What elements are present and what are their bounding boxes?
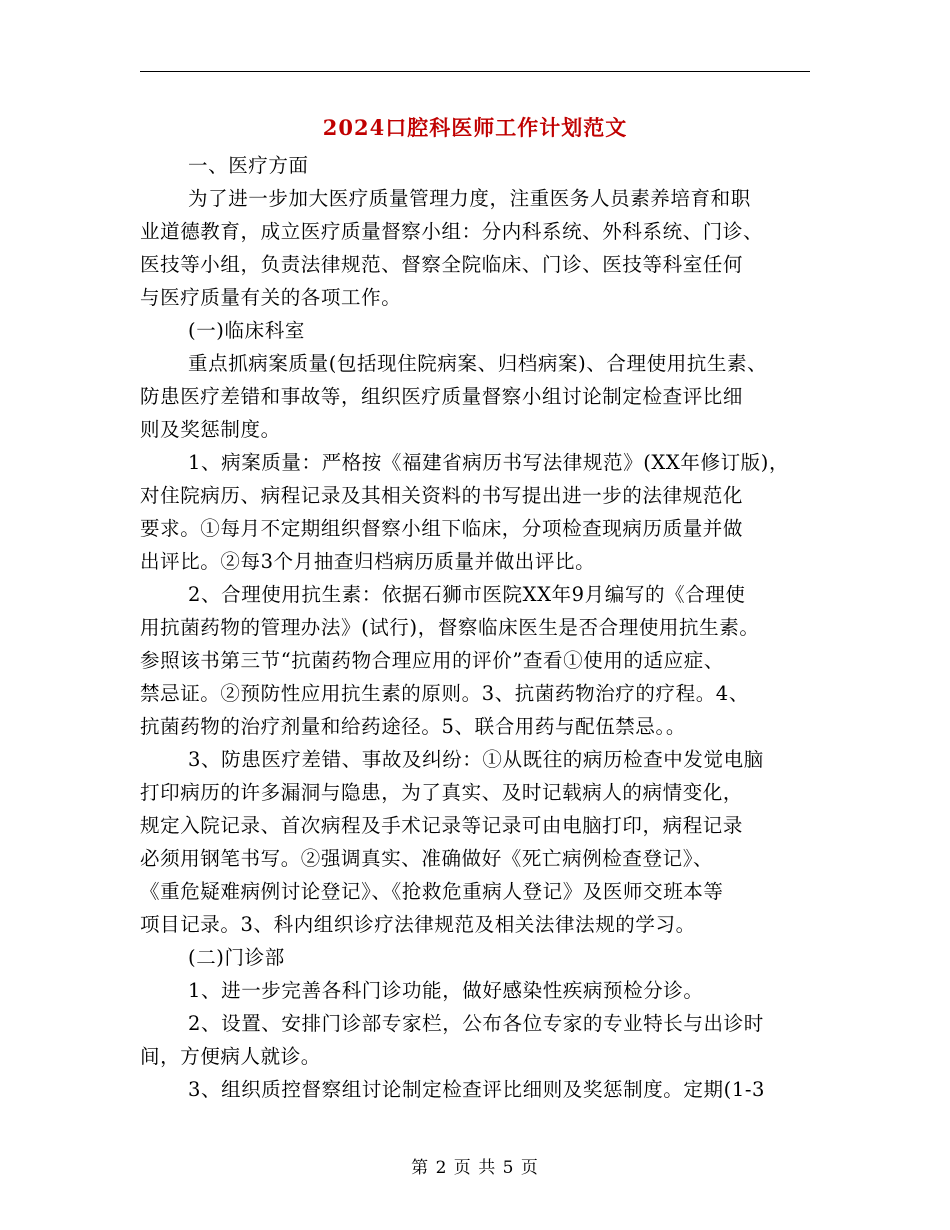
paragraph-line: 参照该书第三节“抗菌药物合理应用的评价”查看①使用的适应症、	[140, 649, 724, 672]
paragraph-line: 规定入院记录、首次病程及手术记录等记录可由电脑打印，病程记录	[140, 814, 744, 837]
paragraph-line: 3、防患医疗差错、事故及纠纷：①从既往的病历检查中发觉电脑	[188, 748, 764, 771]
paragraph-line: 2、合理使用抗生素：依据石狮市医院XX年9月编写的《合理使	[188, 583, 746, 606]
paragraph-line: 对住院病历、病程记录及其相关资料的书写提出进一步的法律规范化	[140, 484, 744, 507]
paragraph-line: 出评比。②每3个月抽查归档病历质量并做出评比。	[140, 550, 596, 573]
paragraph-line: 打印病历的许多漏洞与隐患，为了真实、及时记载病人的病情变化，	[140, 781, 744, 804]
document-title: 2024口腔科医师工作计划范文	[322, 115, 628, 140]
paragraph-line: 医技等小组，负责法律规范、督察全院临床、门诊、医技等科室任何	[140, 253, 744, 276]
paragraph-line: 3、组织质控督察组讨论制定检查评比细则及奖惩制度。定期(1-3	[188, 1078, 766, 1101]
paragraph-line: 项目记录。3、科内组织诊疗法律规范及相关法律法规的学习。	[140, 913, 696, 936]
paragraph-line: 重点抓病案质量(包括现住院病案、归档病案)、合理使用抗生素、	[188, 352, 768, 375]
subsection-heading: (二)门诊部	[188, 946, 285, 969]
paragraph-line: 1、病案质量：严格按《福建省病历书写法律规范》(XX年修订版)，	[188, 451, 790, 474]
paragraph-line: 间，方便病人就诊。	[140, 1045, 321, 1068]
paragraph-line: 则及奖惩制度。	[140, 418, 281, 441]
section-heading: 一、医疗方面	[188, 154, 309, 177]
paragraph-line: 必须用钢笔书写。②强调真实、准确做好《死亡病例检查登记》、	[140, 847, 714, 870]
paragraph-line: 要求。①每月不定期组织督察小组下临床，分项检查现病历质量并做	[140, 517, 744, 540]
paragraph-line: 防患医疗差错和事故等，组织医疗质量督察小组讨论制定检查评比细	[140, 385, 744, 408]
paragraph-line: 2、设置、安排门诊部专家栏，公布各位专家的专业特长与出诊时	[188, 1012, 764, 1035]
paragraph-line: 与医疗质量有关的各项工作。	[140, 286, 402, 309]
page-footer: 第 2 页 共 5 页	[411, 1158, 539, 1178]
paragraph-line: 1、进一步完善各科门诊功能，做好感染性疾病预检分诊。	[188, 979, 704, 1002]
subsection-heading: (一)临床科室	[188, 319, 305, 342]
paragraph-line: 抗菌药物的治疗剂量和给药途径。5、联合用药与配伍禁忌。。	[140, 715, 686, 738]
paragraph-line: 禁忌证。②预防性应用抗生素的原则。3、抗菌药物治疗的疗程。4、	[140, 682, 749, 705]
paragraph-line: 业道德教育，成立医疗质量督察小组：分内科系统、外科系统、门诊、	[140, 220, 764, 243]
paragraph-line: 为了进一步加大医疗质量管理力度，注重医务人员素养培育和职	[188, 187, 751, 210]
paragraph-line: 用抗菌药物的管理办法》(试行)，督察临床医生是否合理使用抗生素。	[140, 616, 760, 639]
header-rule	[140, 71, 810, 72]
paragraph-line: 《重危疑难病例讨论登记》、《抢救危重病人登记》及医师交班本等	[140, 880, 724, 903]
